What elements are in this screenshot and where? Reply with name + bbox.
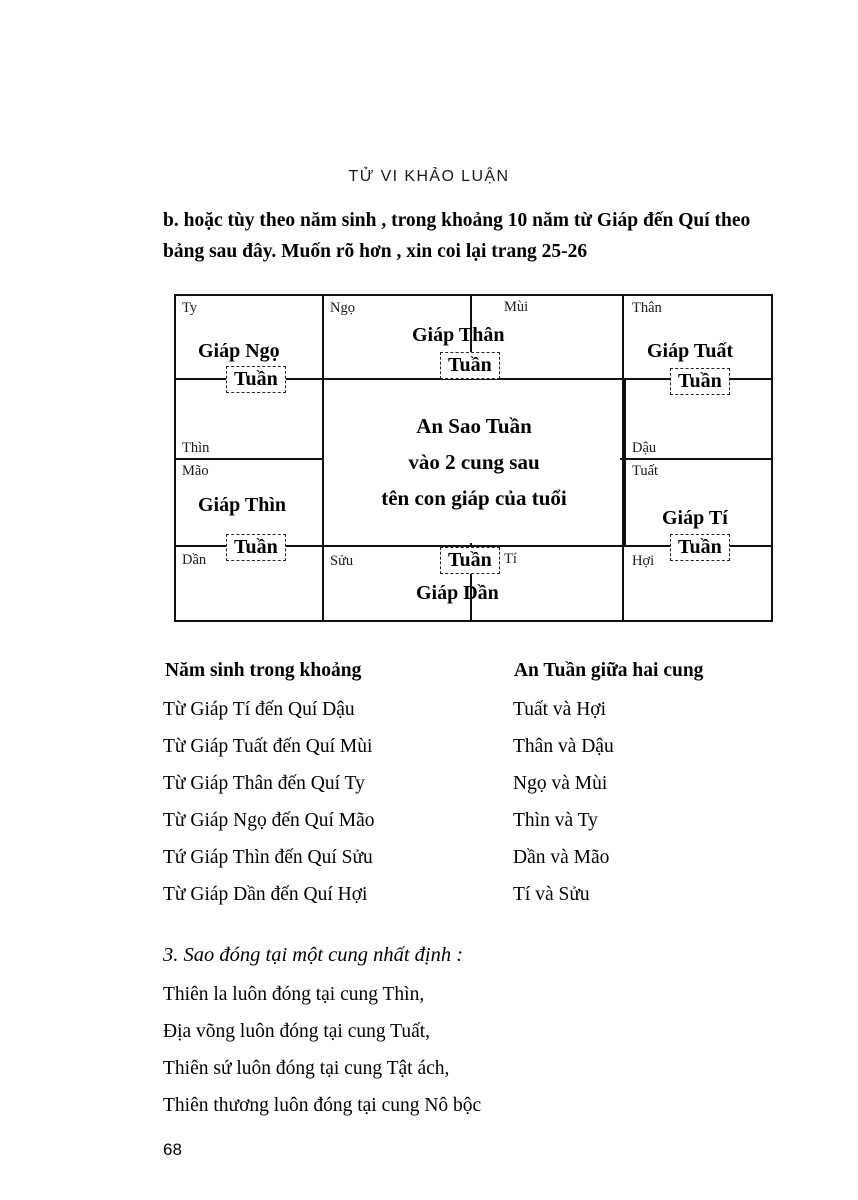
giap-label-ngo: Giáp Ngọ — [198, 340, 280, 362]
table-row — [163, 765, 803, 802]
palace-pair: Tí và Sửu — [513, 884, 590, 905]
section-3-line: Thiên sứ luôn đóng tại cung Tật ách, — [163, 1058, 450, 1079]
year-range: Từ Giáp Ngọ đến Quí Mão — [163, 810, 375, 831]
tuan-marker-ngo-mui: Tuần — [440, 352, 500, 379]
branch-label-dau: Dậu — [632, 440, 657, 456]
correspondence-header-row — [163, 652, 803, 689]
section-3-line: Địa võng luôn đóng tại cung Tuất, — [163, 1021, 431, 1042]
correspondence-header-right: An Tuần giữa hai cung — [513, 660, 704, 681]
center-line-2: vào 2 cung sau — [408, 449, 540, 474]
palace-pair: Tuất và Hợi — [513, 699, 607, 720]
section-3-title: 3. Sao đóng tại một cung nhất định : — [163, 944, 464, 966]
year-range: Tứ Giáp Thìn đến Quí Sửu — [163, 847, 373, 868]
branch-label-ty: Ty — [182, 300, 198, 316]
branch-label-mui: Mùi — [504, 299, 529, 315]
year-range: Từ Giáp Tuất đến Quí Mùi — [163, 736, 373, 757]
branch-label-ngo: Ngọ — [330, 300, 355, 316]
branch-label-dan: Dần — [182, 552, 207, 568]
center-line-3: tên con giáp của tuổi — [381, 485, 567, 510]
branch-label-thin: Thìn — [182, 440, 210, 456]
giap-label-ti: Giáp Tí — [662, 507, 728, 529]
section-3-line: Thiên la luôn đóng tại cung Thìn, — [163, 984, 425, 1005]
tuan-marker-ty-thin: Tuần — [226, 366, 286, 393]
intro-line-2: Quí theo bảng sau đây. Muốn rõ hơn , xin coi lại trang 25-26 — [163, 210, 751, 262]
year-range: Từ Giáp Thân đến Quí Ty — [163, 773, 365, 794]
palace-pair: Thìn và Ty — [513, 810, 598, 831]
tu-vi-chart — [174, 294, 773, 622]
chart-center-text — [322, 378, 626, 545]
branch-label-tuat: Tuất — [632, 463, 659, 479]
year-range: Từ Giáp Tí đến Quí Dậu — [163, 699, 355, 720]
intro-paragraph — [163, 205, 793, 267]
section-3 — [163, 944, 803, 1124]
giap-label-dan: Giáp Dần — [416, 582, 499, 604]
palace-pair: Ngọ và Mùi — [513, 773, 608, 794]
tuan-marker-than-dau: Tuần — [670, 368, 730, 395]
table-row — [163, 876, 803, 913]
page-number: 68 — [163, 1140, 182, 1159]
table-row — [163, 839, 803, 876]
branch-label-hoi: Hợi — [632, 553, 655, 569]
intro-line-1: b. hoặc tùy theo năm sinh , trong khoảng 10 năm từ Giáp đến — [163, 210, 674, 231]
tuan-marker-suu-ti: Tuần — [440, 547, 500, 574]
running-head: TỬ VI KHẢO LUẬN — [348, 168, 510, 185]
correspondence-header-left: Năm sinh trong khoảng — [165, 660, 362, 681]
table-row — [163, 728, 803, 765]
tuan-marker-tuat-hoi: Tuần — [670, 534, 730, 561]
table-row — [163, 802, 803, 839]
branch-label-suu: Sửu — [330, 553, 354, 569]
correspondence-table — [163, 652, 803, 913]
year-range: Từ Giáp Dần đến Quí Hợi — [163, 884, 368, 905]
branch-label-than: Thân — [632, 300, 662, 316]
table-row — [163, 691, 803, 728]
section-3-line: Thiên thương luôn đóng tại cung Nô bộc — [163, 1095, 482, 1116]
branch-label-mao: Mão — [182, 463, 209, 479]
center-line-1: An Sao Tuần — [416, 413, 532, 438]
giap-label-tuat: Giáp Tuất — [647, 340, 734, 362]
giap-label-thin: Giáp Thìn — [198, 494, 287, 516]
palace-pair: Dần và Mão — [513, 847, 610, 868]
branch-label-ti: Tí — [504, 551, 517, 567]
giap-label-than: Giáp Thân — [412, 324, 505, 346]
palace-pair: Thân và Dậu — [513, 736, 614, 757]
tuan-marker-mao-dan: Tuần — [226, 534, 286, 561]
